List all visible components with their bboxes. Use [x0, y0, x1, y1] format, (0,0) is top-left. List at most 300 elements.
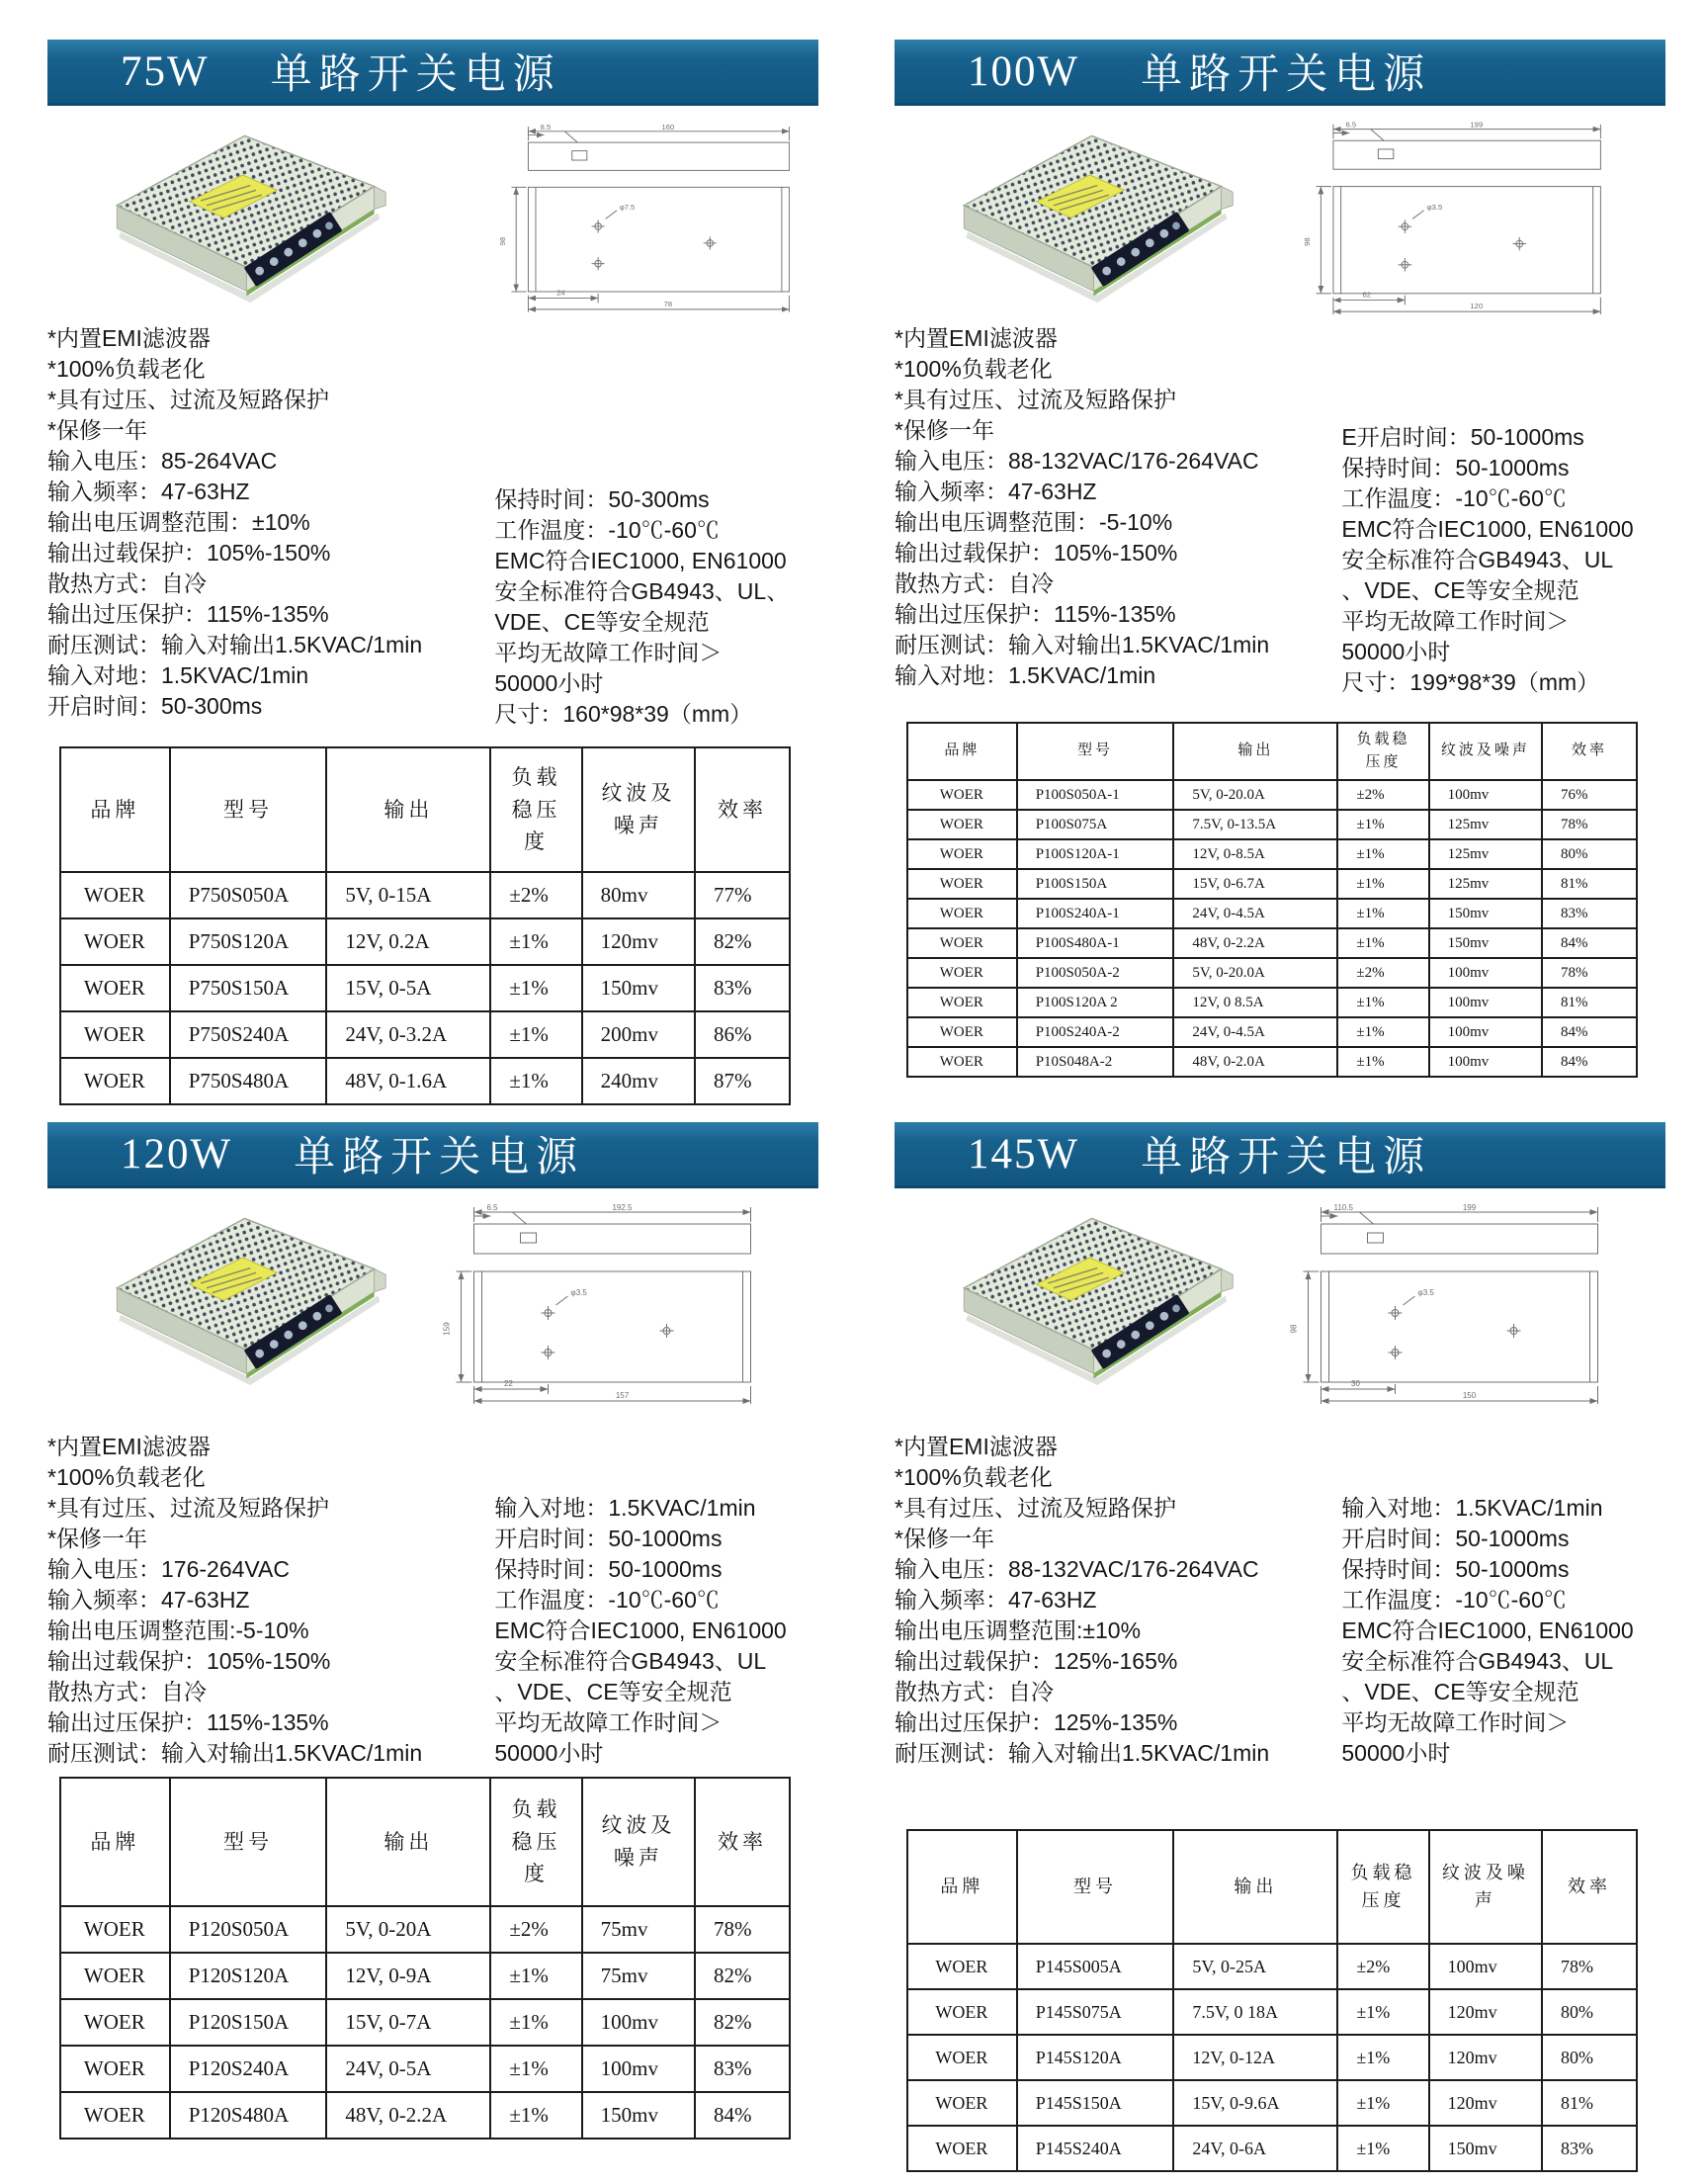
spec-cell: ±1%	[1337, 2035, 1428, 2080]
power-supply-photo-icon	[946, 1202, 1237, 1388]
spec-cell: 100mv	[1429, 988, 1542, 1017]
feature-line: EMC符合IEC1000, EN61000	[1341, 516, 1634, 542]
feature-line: *内置EMI滤波器	[895, 1434, 1058, 1459]
section-title: 单路开关电源	[270, 52, 561, 98]
spec-cell: 86%	[695, 1011, 790, 1058]
dimension-label: 98	[497, 236, 507, 246]
spec-cell: WOER	[60, 1999, 170, 2046]
spec-cell: 82%	[695, 918, 790, 965]
feature-line: 安全标准符合GB4943、UL	[494, 1648, 767, 1674]
spec-row	[907, 958, 1637, 988]
section-header-bar	[47, 40, 818, 106]
spec-cell: P100S075A	[1017, 810, 1174, 839]
dimension-drawing	[486, 120, 812, 320]
dimension-label: 199	[1470, 120, 1484, 130]
spec-col-header: 品牌	[907, 723, 1017, 780]
dimension-label: 62	[1362, 290, 1372, 300]
spec-cell: 81%	[1542, 988, 1637, 1017]
spec-cell: ±1%	[1337, 810, 1428, 839]
spec-cell: ±1%	[490, 1011, 581, 1058]
spec-table-header-row	[907, 1830, 1637, 1944]
product-photo	[99, 120, 390, 310]
features	[47, 323, 818, 730]
spec-table-body	[60, 1906, 790, 2139]
feature-line: 开启时间：50-300ms	[47, 693, 263, 719]
spec-cell: 12V, 0-8.5A	[1173, 839, 1337, 869]
feature-line: 耐压测试：输入对输出1.5KVAC/1min	[895, 1740, 1270, 1766]
spec-cell: 48V, 0-2.2A	[326, 2092, 490, 2139]
spec-cell: 75mv	[582, 1906, 695, 1953]
feature-line: 50000小时	[494, 1740, 604, 1766]
feature-line: 输出电压调整范围:-5-10%	[47, 1617, 309, 1643]
spec-cell: WOER	[907, 2035, 1017, 2080]
feature-line: 工作温度：-10℃-60℃	[494, 1587, 720, 1613]
spec-cell: 200mv	[582, 1011, 695, 1058]
feature-line: 尺寸：160*98*39（mm）	[494, 701, 753, 727]
section-wattage: 75W	[121, 47, 210, 95]
feature-line: 散热方式：自冷	[47, 1679, 207, 1704]
spec-table	[59, 1777, 791, 2140]
feature-line: 耐压测试：输入对输出1.5KVAC/1min	[47, 632, 423, 657]
spec-cell: 100mv	[1429, 780, 1542, 810]
spec-col-header: 纹波及噪声	[582, 747, 695, 872]
spec-col-header: 输出	[1173, 1830, 1337, 1944]
feature-line: 、VDE、CE等安全规范	[1341, 1679, 1579, 1704]
feature-line: 输入对地：1.5KVAC/1min	[47, 662, 309, 688]
feature-line: 输出电压调整范围：-5-10%	[895, 509, 1173, 535]
dimension-label: φ3.5	[1417, 1288, 1434, 1297]
spec-cell: P750S050A	[170, 872, 327, 918]
power-supply-photo-icon	[99, 1202, 390, 1388]
spec-cell: P10S048A-2	[1017, 1047, 1174, 1077]
media-row	[47, 120, 818, 309]
spec-cell: 15V, 0-9.6A	[1173, 2080, 1337, 2126]
spec-cell: P750S150A	[170, 965, 327, 1011]
spec-table	[906, 722, 1638, 1078]
spec-cell: 7.5V, 0-13.5A	[1173, 810, 1337, 839]
feature-line: 平均无故障工作时间＞	[1341, 1709, 1570, 1735]
spec-cell: 78%	[1542, 958, 1637, 988]
feature-line: 平均无故障工作时间＞	[494, 1709, 723, 1735]
feature-line: 50000小时	[1341, 639, 1451, 664]
spec-col-header: 效率	[1542, 1830, 1637, 1944]
spec-row	[907, 1047, 1637, 1077]
feature-line: 工作温度：-10℃-60℃	[494, 517, 720, 543]
spec-col-header: 纹波及噪声	[582, 1778, 695, 1906]
spec-cell: 120mv	[1429, 1989, 1542, 2035]
dimension-label: 98	[1289, 1324, 1299, 1334]
feature-line: 输入对地：1.5KVAC/1min	[494, 1495, 756, 1521]
dimension-drawing-icon	[1239, 1202, 1660, 1405]
spec-cell: WOER	[907, 928, 1017, 958]
spec-cell: ±1%	[1337, 869, 1428, 899]
spec-cell: ±2%	[1337, 1944, 1428, 1989]
dimension-label: 157	[615, 1391, 630, 1400]
spec-cell: 24V, 0-5A	[326, 2046, 490, 2092]
spec-cell: 84%	[1542, 1017, 1637, 1047]
spec-row	[907, 839, 1637, 869]
spec-cell: P100S480A-1	[1017, 928, 1174, 958]
spec-col-header: 输出	[1173, 723, 1337, 780]
spec-cell: 150mv	[1429, 899, 1542, 928]
spec-cell: P120S120A	[170, 1953, 327, 1999]
spec-row	[60, 1953, 790, 1999]
feature-line: *内置EMI滤波器	[895, 325, 1058, 351]
dimension-drawing	[1237, 120, 1677, 320]
feature-line: 输出过压保护：115%-135%	[47, 1709, 329, 1735]
dimension-label: 8.5	[540, 122, 552, 131]
spec-cell: P120S150A	[170, 1999, 327, 2046]
spec-cell: WOER	[60, 2092, 170, 2139]
dimension-drawing	[392, 1202, 812, 1410]
spec-col-header: 纹波及噪声	[1429, 1830, 1542, 1944]
spec-cell: 83%	[695, 2046, 790, 2092]
spec-cell: P120S240A	[170, 2046, 327, 2092]
dimension-label: 78	[663, 300, 673, 309]
spec-cell: 81%	[1542, 2080, 1637, 2126]
spec-row	[907, 2126, 1637, 2171]
spec-col-header: 型号	[170, 747, 327, 872]
feature-line: *保修一年	[895, 417, 994, 443]
feature-line: 安全标准符合GB4943、UL、	[494, 578, 790, 604]
feature-line: *100%负载老化	[47, 356, 206, 382]
spec-cell: 48V, 0-2.2A	[1173, 928, 1337, 958]
feature-line: 安全标准符合GB4943、UL	[1341, 1648, 1614, 1674]
spec-cell: 125mv	[1429, 810, 1542, 839]
spec-cell: ±1%	[490, 1999, 581, 2046]
spec-col-header: 负载稳压度	[1337, 1830, 1428, 1944]
section-wattage: 100W	[968, 47, 1080, 95]
spec-row	[907, 780, 1637, 810]
spec-table-header-row	[907, 723, 1637, 780]
spec-cell: 15V, 0-5A	[326, 965, 490, 1011]
spec-cell: ±1%	[490, 918, 581, 965]
spec-row	[60, 1906, 790, 1953]
psu-section	[895, 1122, 1665, 2158]
spec-cell: 80mv	[582, 872, 695, 918]
spec-cell: 83%	[695, 965, 790, 1011]
dimension-label: 6.5	[1345, 120, 1357, 130]
feature-line: 输入电压：88-132VAC/176-264VAC	[895, 1556, 1259, 1582]
spec-row	[60, 2092, 790, 2139]
spec-cell: P120S480A	[170, 2092, 327, 2139]
feature-line: E开启时间：50-1000ms	[1341, 424, 1584, 450]
dimension-label: 22	[504, 1379, 513, 1388]
spec-cell: ±2%	[490, 872, 581, 918]
dimension-label: φ7.5	[619, 202, 636, 212]
spec-cell: P100S050A-2	[1017, 958, 1174, 988]
spec-table	[59, 746, 791, 1105]
power-supply-photo-icon	[99, 120, 390, 306]
spec-cell: 78%	[1542, 1944, 1637, 1989]
feature-line: 输出电压调整范围：±10%	[47, 509, 310, 535]
dimension-drawing-icon	[486, 120, 812, 315]
psu-section	[895, 40, 1665, 1079]
dimension-label: 110.5	[1333, 1203, 1353, 1212]
spec-col-header: 效率	[695, 747, 790, 872]
spec-col-header: 型号	[1017, 723, 1174, 780]
feature-line: EMC符合IEC1000, EN61000	[494, 1617, 787, 1643]
spec-cell: 48V, 0-1.6A	[326, 1058, 490, 1104]
spec-cell: 84%	[1542, 928, 1637, 958]
spec-cell: 5V, 0-20A	[326, 1906, 490, 1953]
feature-line: 输入对地：1.5KVAC/1min	[895, 662, 1156, 688]
spec-cell: 24V, 0-4.5A	[1173, 899, 1337, 928]
dimension-drawing	[1239, 1202, 1660, 1410]
feature-line: 开启时间：50-1000ms	[1341, 1526, 1570, 1551]
feature-line: 、VDE、CE等安全规范	[1341, 577, 1579, 603]
feature-line: 保持时间：50-1000ms	[1341, 455, 1570, 480]
feature-line: 输入电压：85-264VAC	[47, 448, 278, 474]
spec-cell: 80%	[1542, 1989, 1637, 2035]
spec-row	[60, 918, 790, 965]
spec-cell: 78%	[1542, 810, 1637, 839]
feature-line: 50000小时	[494, 670, 604, 696]
feature-line: 输入频率：47-63HZ	[895, 479, 1097, 504]
dimension-label: 98	[1302, 237, 1312, 246]
spec-row	[60, 1011, 790, 1058]
spec-table-body	[60, 872, 790, 1104]
spec-col-header: 纹波及噪声	[1429, 723, 1542, 780]
spec-cell: ±2%	[1337, 958, 1428, 988]
feature-line: 输入电压：88-132VAC/176-264VAC	[895, 448, 1259, 474]
spec-cell: WOER	[907, 1047, 1017, 1077]
spec-cell: 150mv	[1429, 928, 1542, 958]
spec-cell: WOER	[60, 1906, 170, 1953]
spec-table	[906, 1829, 1638, 2172]
feature-line: *具有过压、过流及短路保护	[47, 387, 329, 412]
spec-cell: 15V, 0-6.7A	[1173, 869, 1337, 899]
product-photo	[946, 120, 1237, 310]
feature-line: 输入频率：47-63HZ	[47, 479, 250, 504]
spec-row	[907, 899, 1637, 928]
feature-line: 平均无故障工作时间＞	[1341, 608, 1570, 634]
psu-section	[47, 40, 818, 1092]
product-photo	[946, 1202, 1237, 1393]
dimension-label: 30	[1351, 1379, 1360, 1388]
spec-col-header: 品牌	[907, 1830, 1017, 1944]
feature-line: 耐压测试：输入对输出1.5KVAC/1min	[47, 1740, 423, 1766]
psu-section	[47, 1122, 818, 2145]
spec-cell: 100mv	[1429, 1047, 1542, 1077]
dimension-label: 24	[556, 288, 565, 298]
features-right	[494, 1432, 818, 1769]
spec-row	[60, 965, 790, 1011]
media-row	[47, 1202, 818, 1400]
features	[895, 1432, 1665, 1769]
spec-cell: P100S120A-1	[1017, 839, 1174, 869]
section-header-bar	[47, 1122, 818, 1188]
feature-line: 平均无故障工作时间＞	[494, 640, 723, 665]
power-supply-photo-icon	[946, 120, 1237, 306]
dimension-label: 199	[1462, 1203, 1477, 1212]
spec-cell: 75mv	[582, 1953, 695, 1999]
feature-line: *保修一年	[47, 417, 147, 443]
spec-cell: ±1%	[1337, 1017, 1428, 1047]
section-wattage: 145W	[968, 1130, 1080, 1178]
spec-cell: 100mv	[1429, 958, 1542, 988]
spec-cell: WOER	[907, 2080, 1017, 2126]
spec-cell: ±1%	[1337, 1989, 1428, 2035]
spec-cell: 7.5V, 0 18A	[1173, 1989, 1337, 2035]
spec-cell: 15V, 0-7A	[326, 1999, 490, 2046]
spec-row	[907, 869, 1637, 899]
spec-cell: 240mv	[582, 1058, 695, 1104]
feature-line: *内置EMI滤波器	[47, 1434, 211, 1459]
section-title: 单路开关电源	[1141, 1135, 1432, 1180]
spec-cell: 48V, 0-2.0A	[1173, 1047, 1337, 1077]
feature-line: *保修一年	[895, 1526, 994, 1551]
feature-line: 50000小时	[1341, 1740, 1451, 1766]
spec-cell: 77%	[695, 872, 790, 918]
spec-cell: 83%	[1542, 2126, 1637, 2171]
spec-cell: P100S240A-1	[1017, 899, 1174, 928]
feature-line: 耐压测试：输入对输出1.5KVAC/1min	[895, 632, 1270, 657]
spec-cell: 120mv	[1429, 2035, 1542, 2080]
feature-line: 输出过载保护：105%-150%	[895, 540, 1178, 566]
spec-cell: 150mv	[582, 2092, 695, 2139]
spec-cell: ±1%	[1337, 2126, 1428, 2171]
feature-line: *保修一年	[47, 1526, 147, 1551]
spec-row	[60, 2046, 790, 2092]
feature-line: 工作温度：-10℃-60℃	[1341, 485, 1567, 511]
spec-col-header: 负载稳压度	[490, 747, 581, 872]
spec-col-header: 效率	[1542, 723, 1637, 780]
spec-cell: WOER	[907, 988, 1017, 1017]
feature-line: 输出过压保护：125%-135%	[895, 1709, 1178, 1735]
spec-cell: 80%	[1542, 839, 1637, 869]
spec-table-header-row	[60, 1778, 790, 1906]
spec-cell: WOER	[60, 1011, 170, 1058]
spec-col-header: 效率	[695, 1778, 790, 1906]
feature-line: 散热方式：自冷	[895, 570, 1054, 596]
spec-cell: 12V, 0-9A	[326, 1953, 490, 1999]
feature-line: EMC符合IEC1000, EN61000	[494, 548, 787, 573]
section-title: 单路开关电源	[1141, 52, 1432, 98]
feature-line: *具有过压、过流及短路保护	[47, 1495, 329, 1521]
spec-cell: P145S240A	[1017, 2126, 1174, 2171]
spec-cell: 24V, 0-4.5A	[1173, 1017, 1337, 1047]
spec-cell: 150mv	[582, 965, 695, 1011]
spec-cell: ±1%	[1337, 839, 1428, 869]
dimension-label: 120	[1470, 302, 1484, 311]
feature-line: 输出电压调整范围:±10%	[895, 1617, 1142, 1643]
spec-cell: 12V, 0-12A	[1173, 2035, 1337, 2080]
spec-cell: 12V, 0.2A	[326, 918, 490, 965]
spec-cell: WOER	[907, 1989, 1017, 2035]
spec-cell: 24V, 0-3.2A	[326, 1011, 490, 1058]
spec-cell: WOER	[60, 965, 170, 1011]
dimension-label: 6.5	[486, 1203, 498, 1212]
feature-line: *具有过压、过流及短路保护	[895, 387, 1176, 412]
spec-cell: 82%	[695, 1953, 790, 1999]
spec-cell: P100S240A-2	[1017, 1017, 1174, 1047]
spec-cell: WOER	[907, 810, 1017, 839]
feature-line: 输出过载保护：105%-150%	[47, 540, 331, 566]
feature-line: 输入电压：176-264VAC	[47, 1556, 290, 1582]
spec-cell: 5V, 0-25A	[1173, 1944, 1337, 1989]
spec-cell: 125mv	[1429, 839, 1542, 869]
spec-cell: 100mv	[1429, 1017, 1542, 1047]
features	[895, 323, 1665, 698]
features-right	[1341, 323, 1665, 698]
features-right	[494, 323, 818, 730]
dimension-drawing-icon	[1237, 120, 1677, 315]
spec-cell: WOER	[907, 1944, 1017, 1989]
media-row	[895, 120, 1665, 309]
spec-cell: P145S120A	[1017, 2035, 1174, 2080]
spec-cell: 120mv	[582, 918, 695, 965]
feature-line: 、VDE、CE等安全规范	[494, 1679, 732, 1704]
spec-cell: WOER	[907, 2126, 1017, 2171]
spec-table-body	[907, 1944, 1637, 2171]
spec-cell: WOER	[60, 872, 170, 918]
spec-cell: 84%	[1542, 1047, 1637, 1077]
spec-cell: 12V, 0 8.5A	[1173, 988, 1337, 1017]
spec-cell: ±2%	[1337, 780, 1428, 810]
spec-col-header: 型号	[170, 1778, 327, 1906]
spec-col-header: 负载稳压度	[1337, 723, 1428, 780]
spec-cell: 80%	[1542, 2035, 1637, 2080]
spec-cell: P120S050A	[170, 1906, 327, 1953]
feature-line: 输入频率：47-63HZ	[895, 1587, 1097, 1613]
feature-line: *100%负载老化	[895, 1464, 1053, 1490]
spec-cell: ±1%	[1337, 1047, 1428, 1077]
features-left	[895, 323, 1341, 698]
feature-line: 散热方式：自冷	[47, 570, 207, 596]
feature-line: 尺寸：199*98*39（mm）	[1341, 669, 1600, 695]
spec-cell: P100S150A	[1017, 869, 1174, 899]
feature-line: 输出过载保护：125%-165%	[895, 1648, 1178, 1674]
feature-line: *100%负载老化	[47, 1464, 206, 1490]
spec-row	[907, 1944, 1637, 1989]
spec-cell: 83%	[1542, 899, 1637, 928]
spec-col-header: 输出	[326, 747, 490, 872]
spec-row	[60, 872, 790, 918]
dimension-label: 160	[661, 122, 675, 131]
spec-row	[907, 2035, 1637, 2080]
spec-row	[60, 1999, 790, 2046]
spec-cell: 100mv	[582, 1999, 695, 2046]
spec-cell: 5V, 0-20.0A	[1173, 958, 1337, 988]
spec-cell: ±1%	[1337, 899, 1428, 928]
features-left	[47, 1432, 494, 1769]
spec-cell: WOER	[907, 869, 1017, 899]
spec-col-header: 品牌	[60, 1778, 170, 1906]
spec-cell: 87%	[695, 1058, 790, 1104]
spec-row	[907, 1017, 1637, 1047]
spec-col-header: 品牌	[60, 747, 170, 872]
spec-cell: ±1%	[1337, 2080, 1428, 2126]
spec-cell: P145S150A	[1017, 2080, 1174, 2126]
spec-cell: WOER	[907, 899, 1017, 928]
spec-cell: 100mv	[582, 2046, 695, 2092]
features-left	[895, 1432, 1341, 1769]
spec-cell: 5V, 0-15A	[326, 872, 490, 918]
spec-cell: ±1%	[490, 1058, 581, 1104]
spec-cell: ±2%	[490, 1906, 581, 1953]
section-wattage: 120W	[121, 1130, 233, 1178]
feature-line: 保持时间：50-1000ms	[1341, 1556, 1570, 1582]
feature-line: VDE、CE等安全规范	[494, 609, 710, 635]
spec-cell: 76%	[1542, 780, 1637, 810]
feature-line: 输出过压保护：115%-135%	[47, 601, 329, 627]
media-row	[895, 1202, 1665, 1400]
spec-row	[907, 810, 1637, 839]
feature-line: 输出过载保护：105%-150%	[47, 1648, 331, 1674]
spec-cell: 120mv	[1429, 2080, 1542, 2126]
spec-cell: 150mv	[1429, 2126, 1542, 2171]
